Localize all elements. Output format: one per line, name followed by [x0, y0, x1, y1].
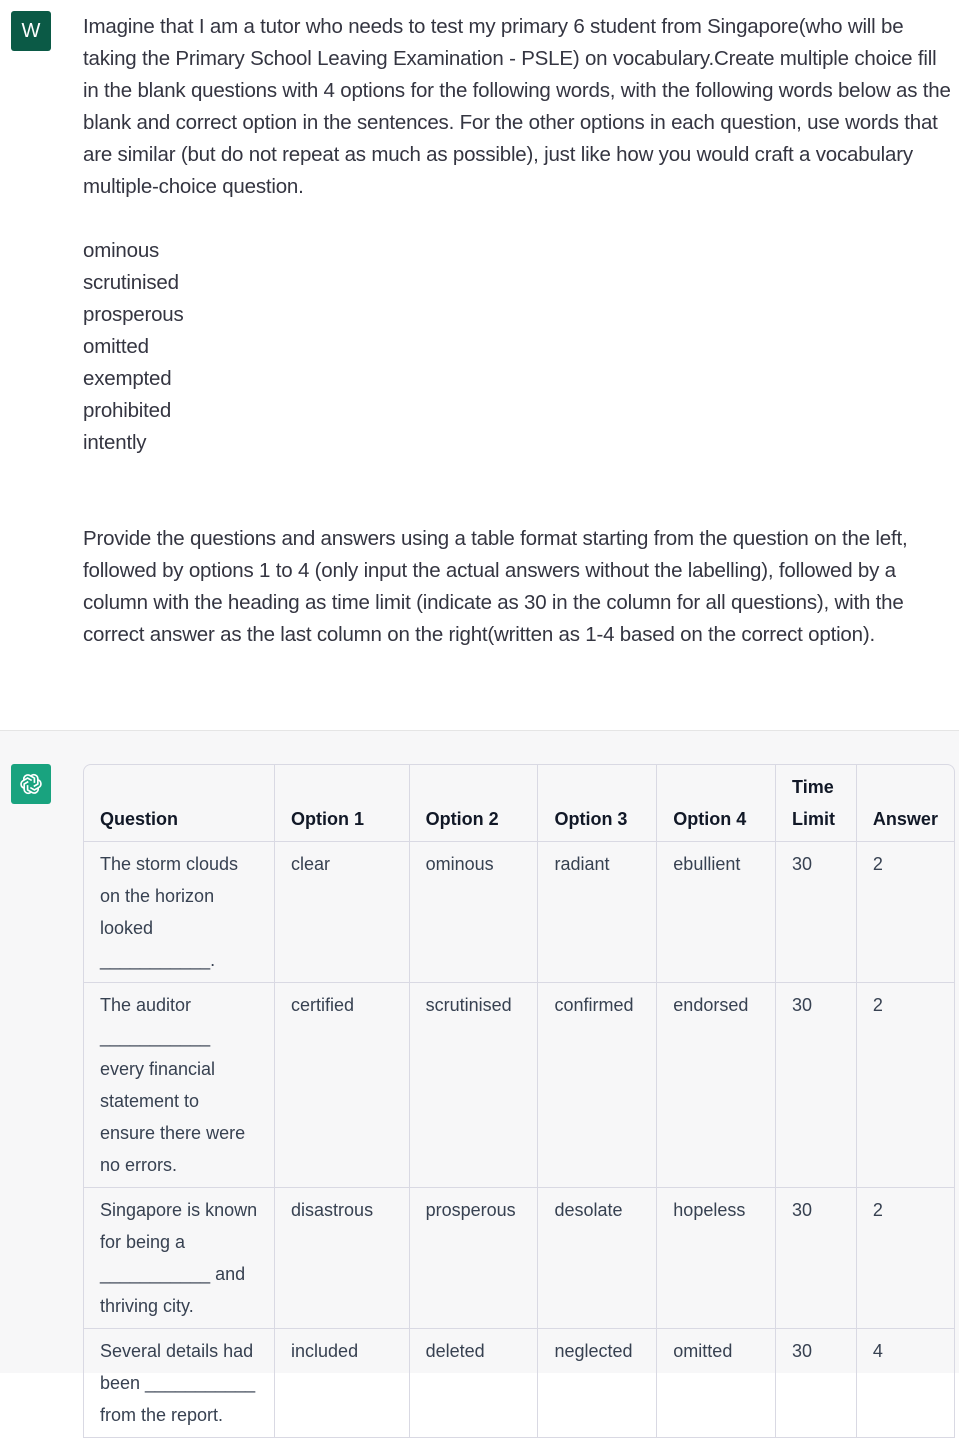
option-cell: included [275, 1329, 410, 1438]
header-option-2: Option 2 [409, 765, 538, 842]
answer-cell: 2 [856, 983, 954, 1188]
quiz-table-container [83, 764, 955, 1438]
option-cell: clear [275, 842, 410, 983]
option-cell: desolate [538, 1188, 657, 1329]
table-header-row [84, 765, 954, 842]
option-cell: ebullient [657, 842, 776, 983]
answer-cell: 2 [856, 842, 954, 983]
header-time-limit: Time Limit [776, 765, 857, 842]
prompt-paragraph-2: Provide the questions and answers using a table format starting from the question on the left, followed by options 1 to 4 (only input the actual answers without the labelling), followed by a column with the heading as time limit (indicate as 30 in the column for all questions), with the correct answer as the last column on the right(written as 1-4 based on the correct option). [83, 527, 908, 646]
table-row [84, 1329, 954, 1438]
word-item: prosperous [83, 303, 184, 326]
option-cell: prosperous [409, 1188, 538, 1329]
option-cell: radiant [538, 842, 657, 983]
option-cell: certified [275, 983, 410, 1188]
answer-cell: 4 [856, 1329, 954, 1438]
option-cell: neglected [538, 1329, 657, 1438]
user-message-text [83, 11, 955, 651]
time-limit-cell: 30 [776, 1188, 857, 1329]
option-cell: hopeless [657, 1188, 776, 1329]
table-row [84, 1188, 954, 1329]
word-item: ominous [83, 239, 160, 262]
question-cell: The auditor ___________ every financial statement to ensure there were no errors. [84, 983, 275, 1188]
assistant-message [0, 731, 959, 1425]
word-item: omitted [83, 335, 149, 358]
word-item: prohibited [83, 399, 172, 422]
answer-cell: 2 [856, 1188, 954, 1329]
openai-logo-icon [11, 764, 51, 804]
question-cell: Several details had been ___________ from the report. [84, 1329, 275, 1438]
question-cell: Singapore is known for being a ___________ and thriving city. [84, 1188, 275, 1329]
user-avatar: W [11, 11, 51, 51]
table-row [84, 842, 954, 983]
word-item: scrutinised [83, 271, 179, 294]
option-cell: disastrous [275, 1188, 410, 1329]
option-cell: ominous [409, 842, 538, 983]
header-option-1: Option 1 [275, 765, 410, 842]
time-limit-cell: 30 [776, 983, 857, 1188]
option-cell: scrutinised [409, 983, 538, 1188]
word-item: exempted [83, 367, 172, 390]
option-cell: deleted [409, 1329, 538, 1438]
header-option-3: Option 3 [538, 765, 657, 842]
option-cell: endorsed [657, 983, 776, 1188]
header-option-4: Option 4 [657, 765, 776, 842]
option-cell: confirmed [538, 983, 657, 1188]
time-limit-cell: 30 [776, 842, 857, 983]
table-row [84, 983, 954, 1188]
option-cell: omitted [657, 1329, 776, 1438]
word-item: intently [83, 431, 147, 454]
quiz-table [84, 765, 954, 1438]
question-cell: The storm clouds on the horizon looked ___________. [84, 842, 275, 983]
time-limit-cell: 30 [776, 1329, 857, 1438]
header-question: Question [84, 765, 275, 842]
prompt-paragraph-1: Imagine that I am a tutor who needs to test my primary 6 student from Singapore(who will be taking the Primary School Leaving Examination - PSLE) on vocabulary.Create multiple choice fill in the blank questions with 4 options for the following words, with the following words below as the blank and correct option in the sentences. For the other options in each question, use words that are similar (but do not repeat as much as possible), just like how you would craft a vocabulary multiple-choice question. [83, 15, 951, 198]
word-list [83, 235, 955, 459]
header-answer: Answer [856, 765, 954, 842]
